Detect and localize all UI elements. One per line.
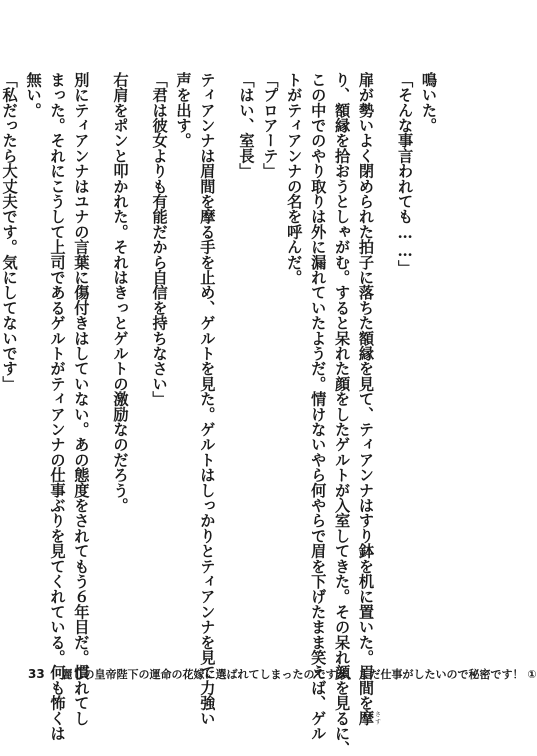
text-line: 「私だったら大丈夫です。気にしてないです」 — [0, 72, 19, 392]
text-line: 別にティアンナはユナの言葉に傷付きはしていない。あの態度をされてもう６年目だ。慣れてし — [72, 72, 91, 726]
text-line: 扉が勢いよく閉められた拍子に落ちた額縁を見て、ティアンナはすり鉢を机に置いた。眉間を摩さす — [357, 72, 381, 726]
text-line: 「君は彼女よりも有能だから自信を持ちなさい」 — [150, 72, 169, 407]
running-title: 麗しの皇帝陛下の運命の花嫁に選ばれてしまったのですが、まだ仕事がしたいので秘密です！ ① — [61, 668, 537, 681]
text-line: 無い。 — [24, 72, 43, 118]
text-line: り、額縁を拾おうとしゃがむ。すると呆れた顔をしたゲルトが入室してきた。その呆れ顔を見るに、 — [333, 72, 352, 756]
ruby-reading: さす — [373, 710, 381, 726]
text-line: まった。それにこうして上司であるゲルトがティアンナの仕事ぶりを見てくれている。何も怖くは — [48, 72, 67, 741]
text-line: ティアンナは眉間を摩る手を止め、ゲルトを見た。ゲルトはしっかりとティアンナを見て力強い — [198, 72, 217, 726]
text-line: 「プロアーテ」 — [261, 72, 280, 179]
text-line: 鳴いた。 — [420, 72, 438, 133]
text-line: この中でのやり取りは外に漏れていたようだ。情けないやら何やらで眉を下げたまま笑えば、ゲル — [309, 72, 328, 741]
text-line: 右肩をポンと叩かれた。それはきっとゲルトの激励なのだろう。 — [111, 72, 130, 513]
text-line: 「はい、室長」 — [237, 72, 256, 179]
text-line: トがティアンナの名を呼んだ。 — [285, 72, 304, 285]
text-line: 声を出す。 — [174, 72, 193, 148]
page-footer — [28, 664, 537, 684]
text-line: 「そんな事言われても……」 — [396, 72, 415, 276]
page-number: 33 — [28, 667, 45, 681]
ruby-annotation: 摩さす — [357, 710, 381, 726]
